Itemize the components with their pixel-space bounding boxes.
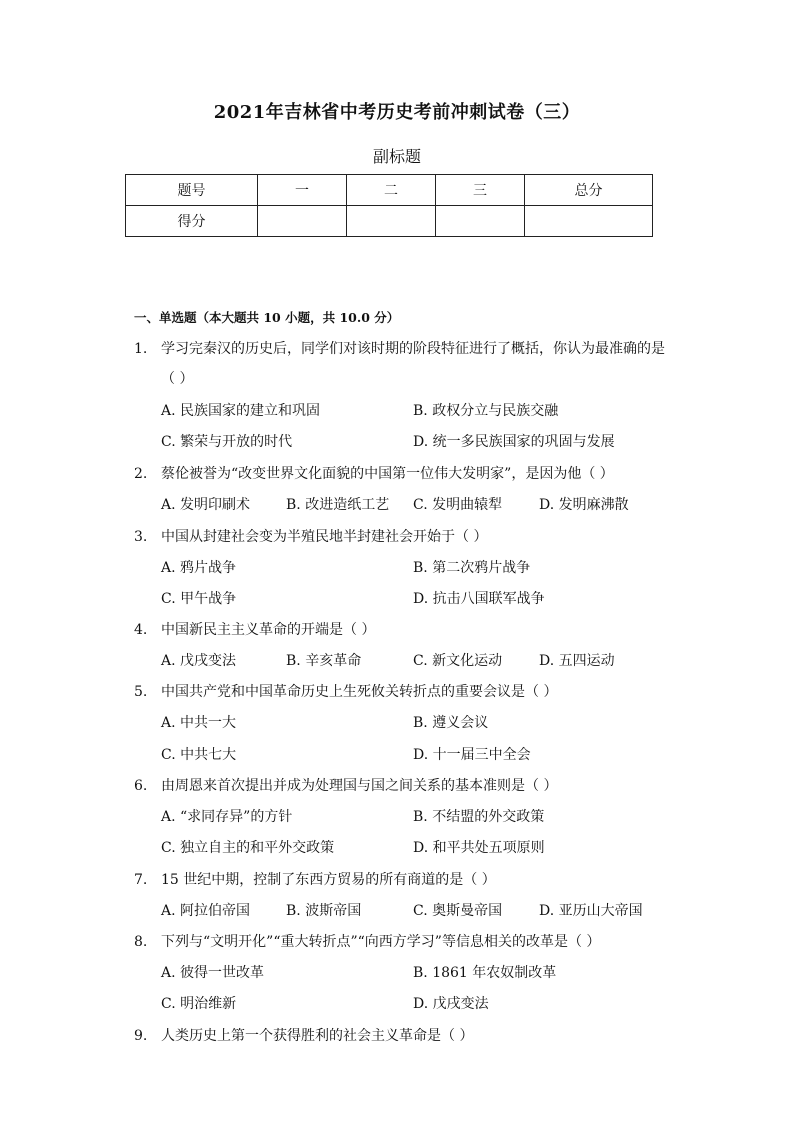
option-c[interactable]: C. 独立自主的和平外交政策: [161, 840, 335, 856]
question-number: 8.: [134, 934, 148, 950]
question-number: 9.: [134, 1028, 148, 1044]
option-b[interactable]: B. 遵义会议: [413, 715, 489, 731]
option-a[interactable]: A. 阿拉伯帝国: [161, 903, 251, 919]
score-header-cell: 总分: [525, 175, 653, 206]
question-text: 蔡伦被誉为“改变世界文化面貌的中国第一位伟大发明家”，是因为他（ ）: [161, 466, 614, 482]
question-text: 由周恩来首次提出并成为处理国与国之间关系的基本准则是（ ）: [161, 778, 558, 794]
question-number: 6.: [134, 778, 148, 794]
score-header-cell: 三: [436, 175, 525, 206]
option-c[interactable]: C. 中共七大: [161, 747, 237, 763]
option-d[interactable]: D. 戊戌变法: [413, 996, 489, 1012]
option-d[interactable]: D. 五四运动: [539, 653, 615, 669]
option-c[interactable]: C. 明治维新: [161, 996, 237, 1012]
score-table-header-row: [126, 175, 653, 206]
option-c[interactable]: C. 甲午战争: [161, 591, 237, 607]
option-c[interactable]: C. 繁荣与开放的时代: [161, 434, 293, 450]
option-a[interactable]: A. 民族国家的建立和巩固: [161, 403, 321, 419]
option-b[interactable]: B. 1861 年农奴制改革: [413, 965, 557, 981]
score-table: [125, 174, 653, 237]
option-c[interactable]: C. 发明曲辕犁: [413, 497, 503, 513]
score-cell: [347, 206, 436, 237]
score-header-cell: 一: [258, 175, 347, 206]
option-d[interactable]: D. 和平共处五项原则: [413, 840, 545, 856]
option-d[interactable]: D. 发明麻沸散: [539, 497, 629, 513]
option-d[interactable]: D. 亚历山大帝国: [539, 903, 643, 919]
option-a[interactable]: A. 发明印刷术: [161, 497, 251, 513]
option-b[interactable]: B. 政权分立与民族交融: [413, 403, 559, 419]
option-a[interactable]: A. “求同存异”的方针: [161, 809, 293, 825]
question-number: 5.: [134, 684, 148, 700]
score-row-label: 得分: [126, 206, 258, 237]
option-b[interactable]: B. 第二次鸦片战争: [413, 560, 531, 576]
question-number: 3.: [134, 529, 148, 545]
question-text: 中国共产党和中国革命历史上生死攸关转折点的重要会议是（ ）: [161, 684, 558, 700]
question-text: 学习完秦汉的历史后，同学们对该时期的阶段特征进行了概括，你认为最准确的是: [161, 341, 665, 357]
question-text: 中国从封建社会变为半殖民地半封建社会开始于（ ）: [161, 529, 488, 545]
option-d[interactable]: D. 十一届三中全会: [413, 747, 531, 763]
option-b[interactable]: B. 不结盟的外交政策: [413, 809, 545, 825]
document-subtitle: 副标题: [372, 147, 421, 166]
option-b[interactable]: B. 辛亥革命: [286, 653, 362, 669]
score-cell: [258, 206, 347, 237]
score-cell: [525, 206, 653, 237]
section-heading: 一、单选题（本大题共 10 小题，共 10.0 分）: [134, 310, 400, 325]
score-header-cell: 题号: [126, 175, 258, 206]
option-a[interactable]: A. 戊戌变法: [161, 653, 237, 669]
question-text-continued: （ ）: [161, 371, 194, 387]
question-number: 1.: [134, 341, 148, 357]
option-b[interactable]: B. 改进造纸工艺: [286, 497, 390, 513]
question-text: 中国新民主主义革命的开端是（ ）: [161, 622, 376, 638]
score-cell: [436, 206, 525, 237]
option-b[interactable]: B. 波斯帝国: [286, 903, 362, 919]
option-c[interactable]: C. 新文化运动: [413, 653, 503, 669]
question-number: 2.: [134, 466, 148, 482]
option-d[interactable]: D. 统一多民族国家的巩固与发展: [413, 434, 615, 450]
option-c[interactable]: C. 奥斯曼帝国: [413, 903, 503, 919]
document-title: 2021年吉林省中考历史考前冲刺试卷（三）: [213, 102, 581, 123]
question-text: 人类历史上第一个获得胜利的社会主义革命是（ ）: [161, 1028, 474, 1044]
option-a[interactable]: A. 彼得一世改革: [161, 965, 265, 981]
score-table-score-row: [126, 206, 653, 237]
question-number: 7.: [134, 872, 148, 888]
question-number: 4.: [134, 622, 148, 638]
option-d[interactable]: D. 抗击八国联军战争: [413, 591, 545, 607]
option-a[interactable]: A. 中共一大: [161, 715, 237, 731]
option-a[interactable]: A. 鸦片战争: [161, 560, 237, 576]
score-header-cell: 二: [347, 175, 436, 206]
question-text: 15 世纪中期，控制了东西方贸易的所有商道的是（ ）: [161, 872, 496, 888]
question-text: 下列与“文明开化”“重大转折点”“向西方学习”等信息相关的改革是（ ）: [161, 934, 601, 950]
